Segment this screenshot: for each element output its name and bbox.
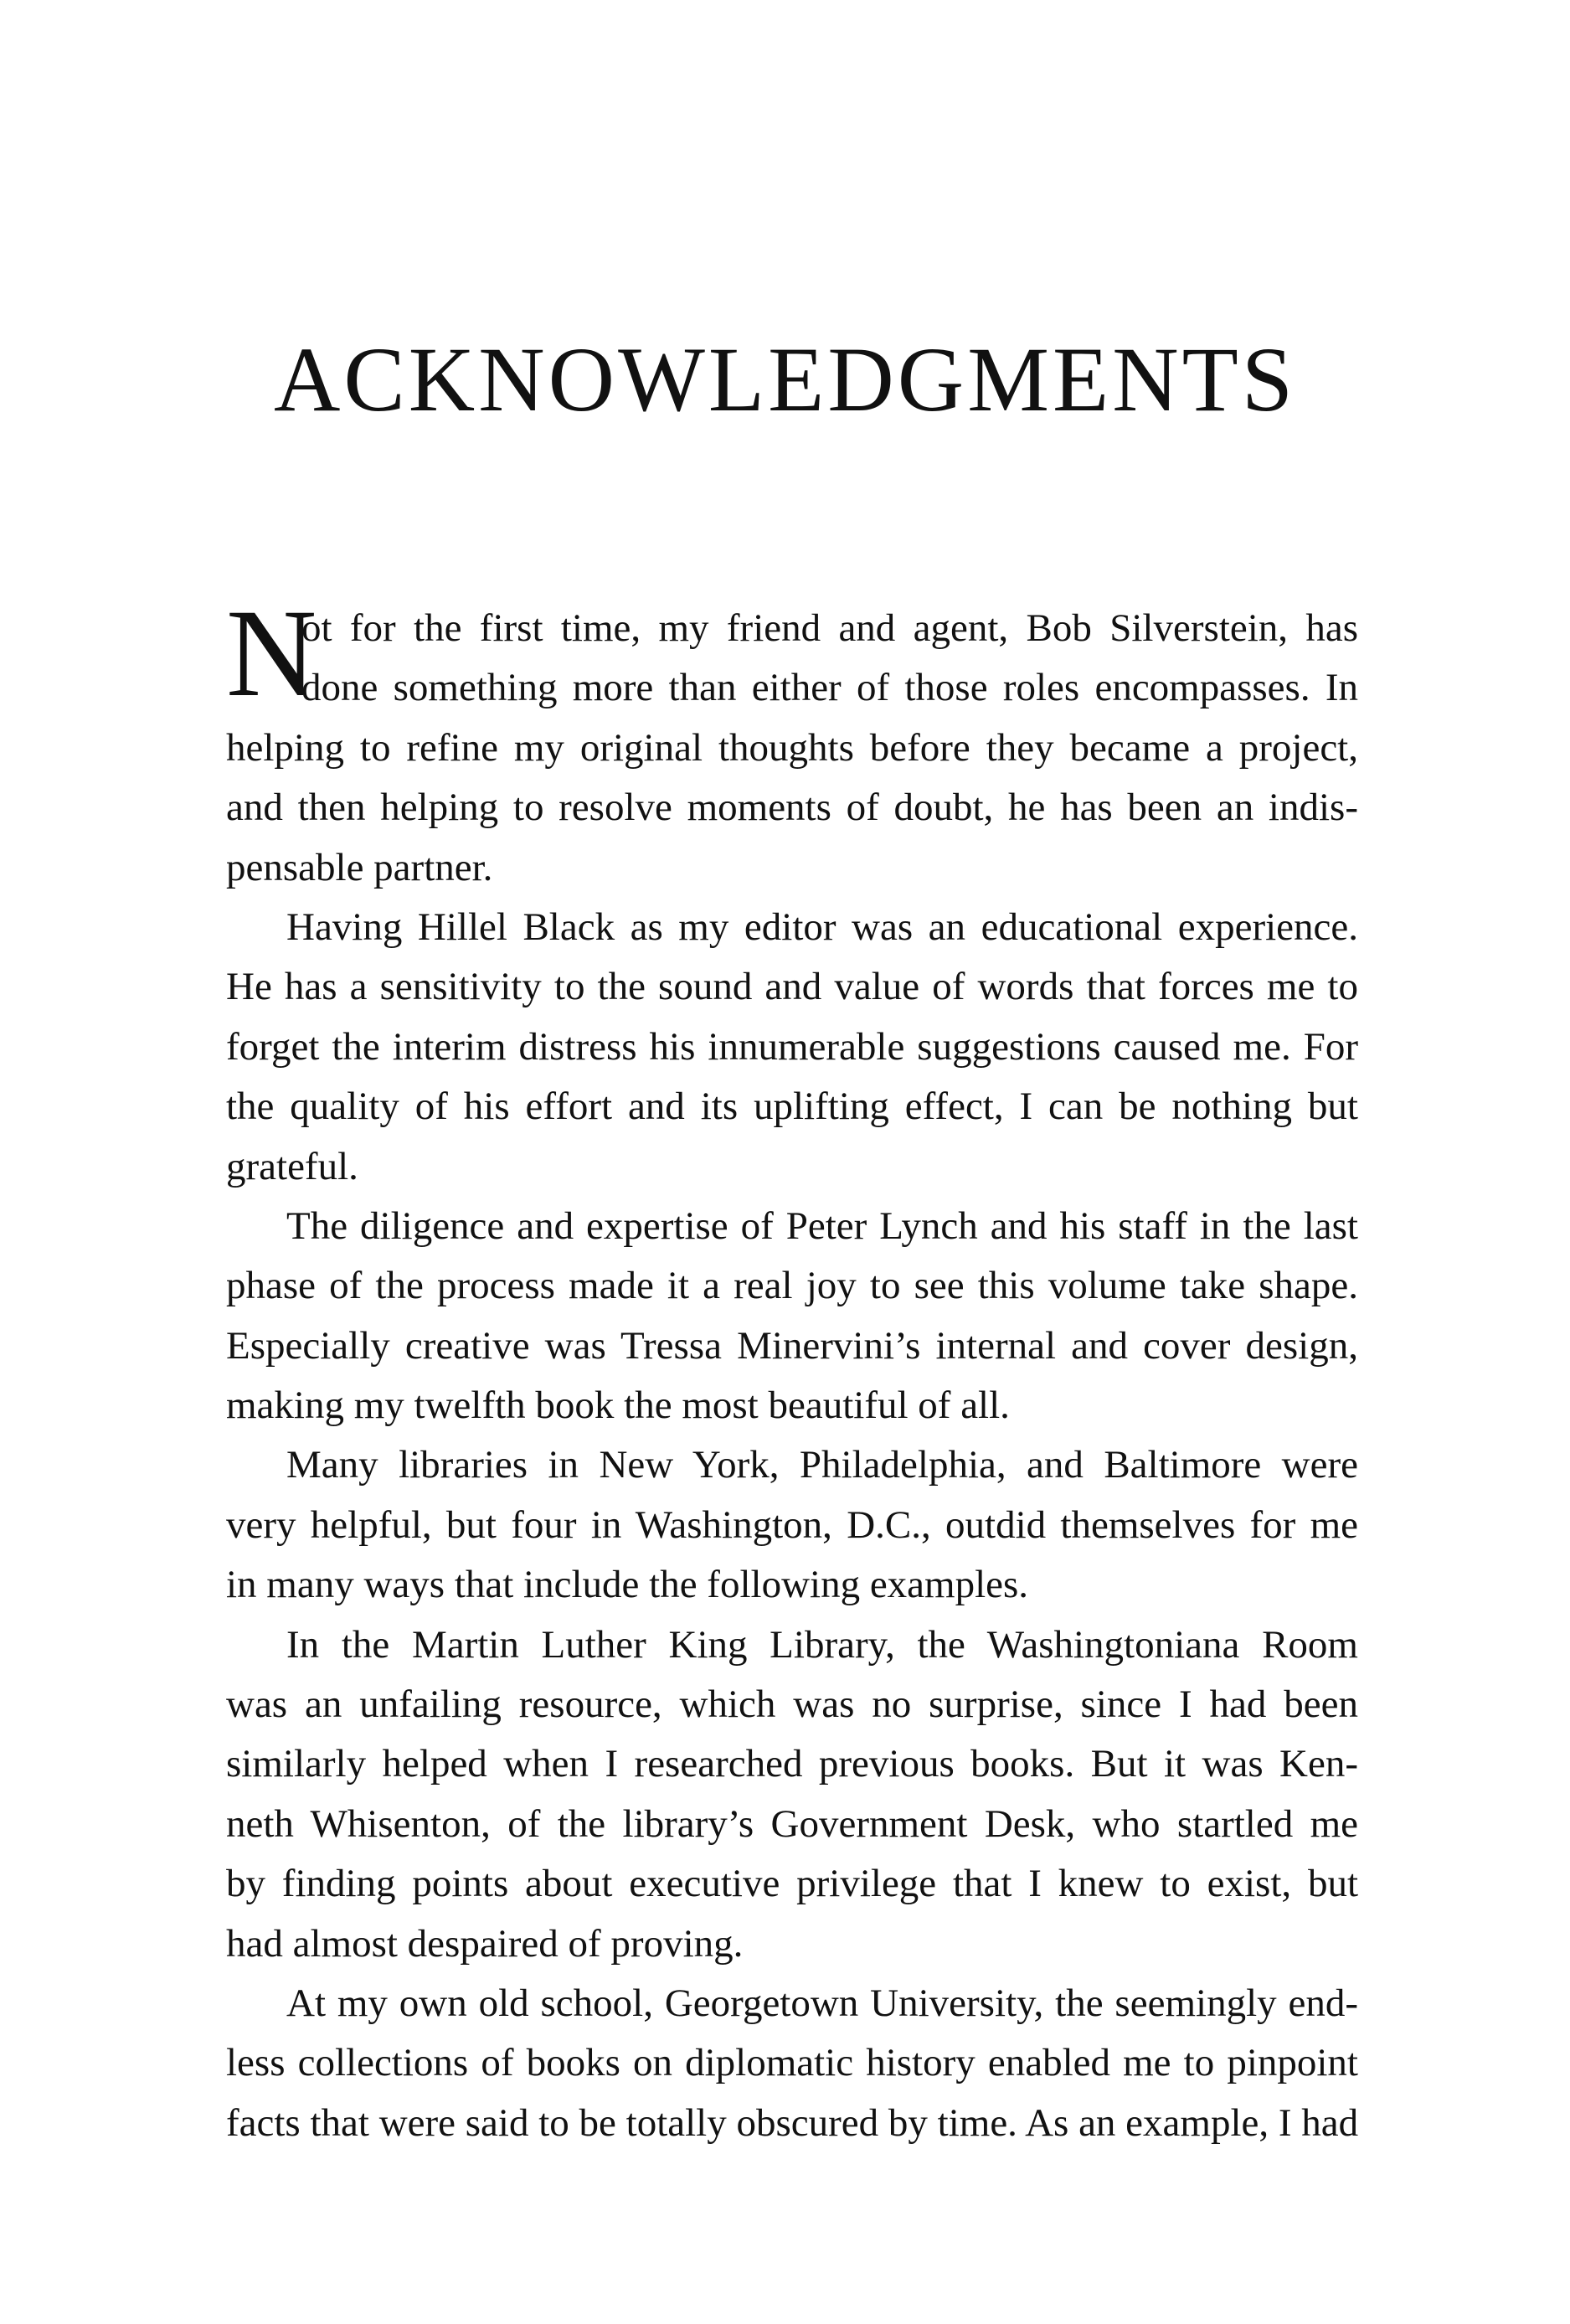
text-line: pensable partner.	[226, 845, 493, 889]
paragraph	[226, 1435, 1358, 1615]
text-line: facts that were said to be totally obscured by time. As an example, I had	[226, 2100, 1358, 2145]
text-line: was an unfailing resource, which was no surprise, since I had been	[226, 1682, 1358, 1727]
text-line: phase of the process made it a real joy to see this volume take shape.	[226, 1264, 1358, 1308]
text-line: making my twelfth book the most beautiful of all.	[226, 1384, 1010, 1428]
paragraph	[226, 584, 1358, 898]
drop-cap: N	[226, 584, 317, 723]
paragraph	[226, 1197, 1358, 1436]
text-line: done something more than either of those roles encompasses. In	[301, 666, 1358, 710]
text-line: The diligence and expertise of Peter Lynch and his staff in the last	[286, 1203, 1358, 1248]
acknowledgments-body	[226, 584, 1358, 2153]
text-line: helping to refine my original thoughts before they became a project,	[226, 725, 1358, 770]
paragraph	[226, 898, 1358, 1197]
text-line: He has a sensitivity to the sound and value of words that forces me to	[226, 965, 1358, 1009]
text-line: In the Martin Luther King Library, the Washingtoniana Room	[286, 1622, 1358, 1667]
text-line: by finding points about executive privilege that I knew to exist, but	[226, 1862, 1358, 1906]
paragraph	[226, 1974, 1358, 2153]
text-line: Having Hillel Black as my editor was an educational experience.	[286, 904, 1358, 949]
text-line: neth Whisenton, of the library’s Government Desk, who startled me	[226, 1801, 1358, 1846]
text-line: had almost despaired of proving.	[226, 1921, 744, 1966]
text-line: the quality of his effort and its uplifting effect, I can be nothing but	[226, 1085, 1358, 1129]
text-line: ot for the first time, my friend and agent, Bob Silverstein, has	[301, 606, 1358, 650]
text-line: Especially creative was Tressa Minervini’s internal and cover design,	[226, 1323, 1358, 1368]
text-line: At my own old school, Georgetown University, the seemingly end-	[286, 1981, 1358, 2025]
text-line: and then helping to resolve moments of doubt, he has been an indis-	[226, 786, 1358, 830]
paragraph	[226, 1615, 1358, 1974]
text-line: very helpful, but four in Washington, D.C., outdid themselves for me	[226, 1502, 1358, 1547]
text-line: grateful.	[226, 1144, 358, 1188]
text-line: forget the interim distress his innumerable suggestions caused me. For	[226, 1024, 1358, 1069]
text-line: similarly helped when I researched previous books. But it was Ken-	[226, 1742, 1358, 1786]
page-title: ACKNOWLEDGMENTS	[273, 328, 1296, 430]
text-line: Many libraries in New York, Philadelphia, and Baltimore were	[286, 1443, 1358, 1487]
text-line: in many ways that include the following examples.	[226, 1563, 1029, 1607]
text-line: less collections of books on diplomatic history enabled me to pinpoint	[226, 2041, 1358, 2085]
